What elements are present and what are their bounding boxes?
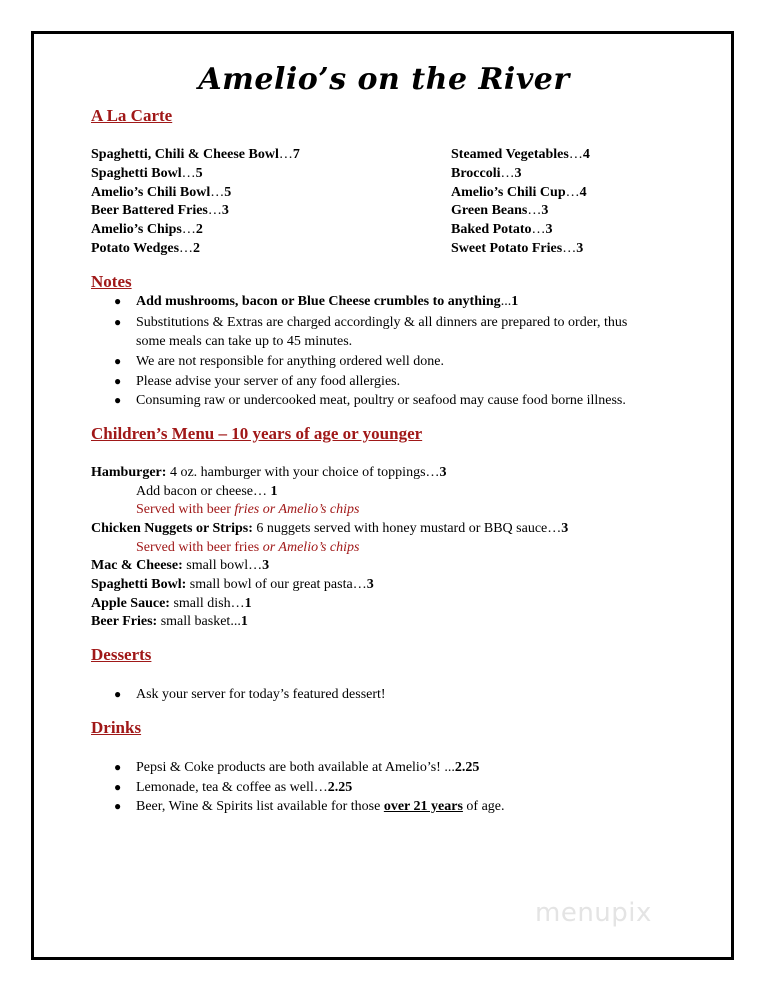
item-price: …5 (181, 165, 203, 181)
a-la-carte-item (91, 202, 229, 220)
kids-item-apple-sauce: Apple Sauce: small dish…1 (91, 596, 252, 611)
item-name: Steamed Vegetables (451, 147, 569, 162)
item-price: …7 (278, 147, 300, 162)
item-name: Broccoli (451, 165, 501, 181)
a-la-carte-item (451, 146, 590, 164)
item-price: …2 (179, 241, 201, 256)
a-la-carte-item (91, 165, 203, 183)
section-heading-desserts: Desserts (91, 645, 152, 664)
a-la-carte-item (91, 146, 300, 164)
a-la-carte-item (451, 165, 522, 183)
kids-item-beer-fries: Beer Fries: small basket...1 (91, 614, 248, 629)
item-name: Potato Wedges (91, 241, 180, 256)
item-price: …4 (568, 147, 590, 162)
section-heading-childrens-menu: Children’s Menu – 10 years of age or younger (91, 424, 423, 443)
kids-served-note: Served with beer fries or Amelio’s chips (136, 540, 360, 555)
drink-item-lemonade: Lemonade, tea & coffee as well…2.25 (136, 780, 353, 795)
dessert-item: Ask your server for today’s featured dessert! (136, 687, 386, 702)
bullet-icon: ● (114, 780, 122, 794)
a-la-carte-item (91, 240, 200, 258)
bullet-icon: ● (114, 354, 122, 368)
drink-item-beer-wine: Beer, Wine & Spirits list available for those over 21 years of age. (136, 799, 505, 814)
item-price: …3 (207, 203, 229, 219)
drink-item-pepsi: Pepsi & Coke products are both available at Amelio’s! ...2.25 (136, 760, 480, 775)
item-name: Baked Potato (451, 222, 532, 238)
section-heading-drinks: Drinks (91, 718, 142, 737)
item-name: Amelio’s Chili Cup (451, 184, 566, 200)
kids-item-mac-cheese: Mac & Cheese: small bowl…3 (91, 558, 270, 573)
kids-item-nuggets: Chicken Nuggets or Strips: 6 nuggets served with honey mustard or BBQ sauce…3 (91, 521, 569, 536)
item-price: …3 (531, 222, 553, 238)
section-heading-notes: Notes (91, 272, 132, 291)
item-name: Spaghetti, Chili & Cheese Bowl (91, 147, 279, 162)
kids-item-hamburger: Hamburger: 4 oz. hamburger with your choice of toppings…3 (91, 465, 447, 480)
a-la-carte-item (451, 202, 548, 220)
a-la-carte-item (451, 240, 583, 258)
note-item: Substitutions & Extras are charged accordingly & all dinners are prepared to order, thus (136, 315, 628, 330)
bullet-icon: ● (114, 315, 122, 329)
note-item: Please advise your server of any food allergies. (136, 374, 401, 389)
item-price: …3 (527, 203, 549, 219)
kids-item-addon: Add bacon or cheese… 1 (136, 484, 278, 499)
item-name: Beer Battered Fries (91, 203, 208, 219)
note-item: Consuming raw or undercooked meat, poultry or seafood may cause food borne illness. (136, 393, 626, 408)
item-name: Green Beans (451, 203, 528, 219)
bullet-icon: ● (114, 294, 122, 308)
item-price: …2 (181, 222, 203, 238)
bullet-icon: ● (114, 374, 122, 388)
note-item-continued: some meals can take up to 45 minutes. (136, 334, 353, 349)
menu-title: Amelio’s on the River (198, 62, 570, 97)
menupix-watermark: menupix (535, 898, 652, 928)
item-name: Amelio’s Chips (91, 222, 182, 238)
a-la-carte-item (451, 184, 587, 202)
item-name: Spaghetti Bowl (91, 165, 182, 181)
item-price: …3 (562, 241, 584, 256)
bullet-icon: ● (114, 393, 122, 407)
item-name: Sweet Potato Fries (451, 241, 563, 256)
section-heading-a-la-carte: A La Carte (91, 106, 173, 125)
note-item: Add mushrooms, bacon or Blue Cheese crumbles to anything...1 (136, 294, 519, 309)
item-price: …5 (210, 184, 232, 200)
a-la-carte-item (91, 221, 203, 239)
item-price: …4 (565, 184, 587, 200)
note-item: We are not responsible for anything ordered well done. (136, 354, 444, 369)
bullet-icon: ● (114, 799, 122, 813)
a-la-carte-item (91, 184, 231, 202)
bullet-icon: ● (114, 687, 122, 701)
item-price: …3 (500, 165, 522, 181)
kids-item-spaghetti: Spaghetti Bowl: small bowl of our great pasta…3 (91, 577, 374, 592)
a-la-carte-item (451, 221, 553, 239)
kids-served-note: Served with beer fries or Amelio’s chips (136, 502, 360, 517)
bullet-icon: ● (114, 760, 122, 774)
item-name: Amelio’s Chili Bowl (91, 184, 211, 200)
